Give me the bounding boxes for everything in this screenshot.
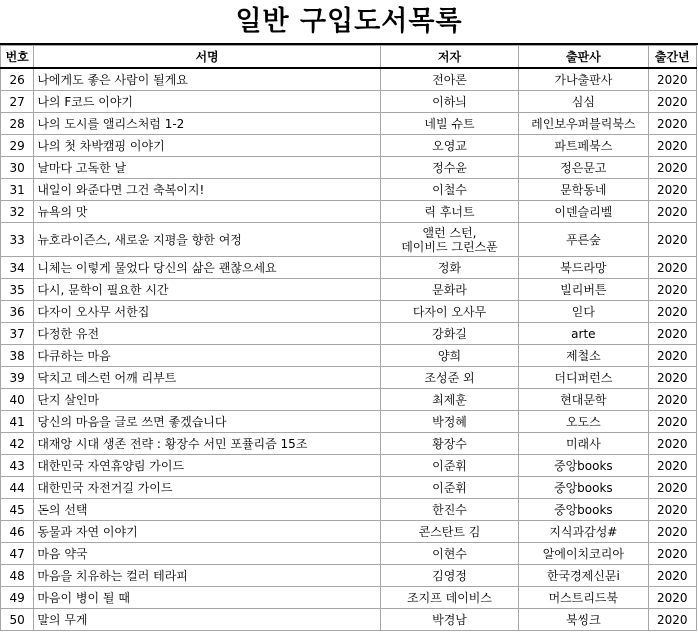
cell-number[interactable]: 39	[1, 367, 34, 389]
cell-author[interactable]: 정수윤	[380, 157, 518, 179]
cell-author[interactable]: 이준휘	[380, 477, 518, 499]
cell-author[interactable]: 조성준 외	[380, 367, 518, 389]
cell-number[interactable]: 37	[1, 323, 34, 345]
cell-book-title[interactable]: 마음 약국	[34, 543, 380, 565]
cell-number[interactable]: 46	[1, 521, 34, 543]
cell-book-title[interactable]: 뉴호라이즌스, 새로운 지평을 향한 여정	[34, 223, 380, 257]
cell-author[interactable]: 전아론	[380, 68, 518, 91]
table-row	[1, 543, 697, 565]
cell-book-title[interactable]: 당신의 마음을 글로 쓰면 좋겠습니다	[34, 411, 380, 433]
cell-year[interactable]: 2020	[648, 91, 697, 113]
cell-year[interactable]: 2020	[648, 543, 697, 565]
cell-publisher[interactable]: 더디퍼런스	[519, 367, 648, 389]
table-row	[1, 587, 697, 609]
table-row	[1, 68, 697, 91]
cell-author[interactable]: 이준휘	[380, 455, 518, 477]
table-row	[1, 179, 697, 201]
table-row	[1, 135, 697, 157]
cell-book-title[interactable]: 대한민국 자전거길 가이드	[34, 477, 380, 499]
cell-book-title[interactable]: 니체는 이렇게 물었다 당신의 삶은 괜찮으세요	[34, 257, 380, 279]
cell-publisher[interactable]: 이덴슬리벨	[519, 201, 648, 223]
cell-publisher[interactable]: 정은문고	[519, 157, 648, 179]
cell-author[interactable]: 조지프 데이비스	[380, 587, 518, 609]
table-row	[1, 345, 697, 367]
cell-year[interactable]: 2020	[648, 521, 697, 543]
cell-year[interactable]: 2020	[648, 345, 697, 367]
cell-year[interactable]: 2020	[648, 157, 697, 179]
cell-author[interactable]: 양희	[380, 345, 518, 367]
cell-author[interactable]: 앨런 스턴, 데이비드 그린스푼	[380, 223, 518, 257]
cell-book-title[interactable]: 다큐하는 마음	[34, 345, 380, 367]
table-row	[1, 455, 697, 477]
cell-publisher[interactable]: 중앙books	[519, 477, 648, 499]
cell-publisher[interactable]: 한국경제신문i	[519, 565, 648, 587]
cell-publisher[interactable]: arte	[519, 323, 648, 345]
cell-year[interactable]: 2020	[648, 135, 697, 157]
cell-author[interactable]: 릭 후너트	[380, 201, 518, 223]
table-row	[1, 323, 697, 345]
cell-publisher[interactable]: 북씽크	[519, 609, 648, 631]
cell-publisher[interactable]: 심심	[519, 91, 648, 113]
cell-year[interactable]: 2020	[648, 411, 697, 433]
cell-book-title[interactable]: 단지 살인마	[34, 389, 380, 411]
cell-book-title[interactable]: 닥치고 데스런 어깨 리부트	[34, 367, 380, 389]
header-year[interactable]: 출간년	[648, 46, 697, 69]
cell-author[interactable]: 네빌 슈트	[380, 113, 518, 135]
header-publisher[interactable]: 출판사	[519, 46, 648, 69]
cell-number[interactable]: 41	[1, 411, 34, 433]
cell-number[interactable]: 32	[1, 201, 34, 223]
cell-number[interactable]: 43	[1, 455, 34, 477]
cell-author[interactable]: 강화길	[380, 323, 518, 345]
cell-number[interactable]: 40	[1, 389, 34, 411]
cell-year[interactable]: 2020	[648, 68, 697, 91]
cell-author[interactable]: 오영교	[380, 135, 518, 157]
cell-book-title[interactable]: 나의 첫 차박캠핑 이야기	[34, 135, 380, 157]
cell-book-title[interactable]: 나에게도 좋은 사람이 될게요	[34, 68, 380, 91]
cell-publisher[interactable]: 알에이치코리아	[519, 543, 648, 565]
header-author[interactable]: 저자	[380, 46, 518, 69]
header-number[interactable]: 번호	[1, 46, 34, 69]
cell-number[interactable]: 26	[1, 68, 34, 91]
table-row	[1, 521, 697, 543]
sheet-title[interactable]: 일반 구입도서목록	[0, 0, 698, 45]
cell-book-title[interactable]: 다시, 문학이 필요한 시간	[34, 279, 380, 301]
cell-number[interactable]: 34	[1, 257, 34, 279]
cell-year[interactable]: 2020	[648, 201, 697, 223]
cell-year[interactable]: 2020	[648, 565, 697, 587]
cell-number[interactable]: 29	[1, 135, 34, 157]
cell-book-title[interactable]: 다정한 유전	[34, 323, 380, 345]
cell-author[interactable]: 이현수	[380, 543, 518, 565]
cell-publisher[interactable]: 푸른숲	[519, 223, 648, 257]
cell-book-title[interactable]: 말의 무게	[34, 609, 380, 631]
table-row	[1, 565, 697, 587]
table-row	[1, 301, 697, 323]
cell-publisher[interactable]: 북드라망	[519, 257, 648, 279]
cell-year[interactable]: 2020	[648, 389, 697, 411]
table-row	[1, 411, 697, 433]
cell-book-title[interactable]: 대재앙 시대 생존 전략 : 황장수 서민 포퓰리즘 15조	[34, 433, 380, 455]
cell-publisher[interactable]: 현대문학	[519, 389, 648, 411]
cell-year[interactable]: 2020	[648, 433, 697, 455]
header-row	[1, 46, 697, 69]
cell-publisher[interactable]: 중앙books	[519, 499, 648, 521]
cell-year[interactable]: 2020	[648, 323, 697, 345]
table-row	[1, 257, 697, 279]
cell-author[interactable]: 다자이 오사무	[380, 301, 518, 323]
table-row	[1, 91, 697, 113]
cell-number[interactable]: 44	[1, 477, 34, 499]
cell-number[interactable]: 49	[1, 587, 34, 609]
cell-publisher[interactable]: 문학동네	[519, 179, 648, 201]
table-row	[1, 433, 697, 455]
table-row	[1, 223, 697, 257]
cell-book-title[interactable]: 돈의 선택	[34, 499, 380, 521]
cell-publisher[interactable]: 빌리버튼	[519, 279, 648, 301]
table-row	[1, 279, 697, 301]
cell-number[interactable]: 31	[1, 179, 34, 201]
cell-publisher[interactable]: 제철소	[519, 345, 648, 367]
cell-number[interactable]: 36	[1, 301, 34, 323]
cell-publisher[interactable]: 파트페북스	[519, 135, 648, 157]
cell-book-title[interactable]: 나의 F코드 이야기	[34, 91, 380, 113]
cell-year[interactable]: 2020	[648, 223, 697, 257]
cell-publisher[interactable]: 읻다	[519, 301, 648, 323]
cell-publisher[interactable]: 머스트리드북	[519, 587, 648, 609]
cell-publisher[interactable]: 레인보우퍼블릭북스	[519, 113, 648, 135]
cell-publisher[interactable]: 가나출판사	[519, 68, 648, 91]
cell-year[interactable]: 2020	[648, 587, 697, 609]
header-book-title[interactable]: 서명	[34, 46, 380, 69]
cell-book-title[interactable]: 동물과 자연 이야기	[34, 521, 380, 543]
table-row	[1, 157, 697, 179]
cell-book-title[interactable]: 대한민국 자연휴양림 가이드	[34, 455, 380, 477]
cell-year[interactable]: 2020	[648, 477, 697, 499]
cell-number[interactable]: 38	[1, 345, 34, 367]
cell-book-title[interactable]: 마음을 치유하는 컬러 테라피	[34, 565, 380, 587]
cell-publisher[interactable]: 오도스	[519, 411, 648, 433]
cell-book-title[interactable]: 다자이 오사무 서한집	[34, 301, 380, 323]
cell-author[interactable]: 정화	[380, 257, 518, 279]
cell-year[interactable]: 2020	[648, 499, 697, 521]
cell-number[interactable]: 45	[1, 499, 34, 521]
cell-author[interactable]: 최제훈	[380, 389, 518, 411]
cell-author[interactable]: 이하늬	[380, 91, 518, 113]
cell-number[interactable]: 27	[1, 91, 34, 113]
cell-number[interactable]: 28	[1, 113, 34, 135]
cell-number[interactable]: 47	[1, 543, 34, 565]
cell-author[interactable]: 김영정	[380, 565, 518, 587]
cell-author[interactable]: 이철수	[380, 179, 518, 201]
book-table	[0, 45, 697, 631]
cell-author[interactable]: 문화라	[380, 279, 518, 301]
table-row	[1, 113, 697, 135]
cell-author[interactable]: 한진수	[380, 499, 518, 521]
cell-number[interactable]: 50	[1, 609, 34, 631]
cell-year[interactable]: 2020	[648, 179, 697, 201]
cell-publisher[interactable]: 중앙books	[519, 455, 648, 477]
cell-author[interactable]: 황장수	[380, 433, 518, 455]
cell-year[interactable]: 2020	[648, 609, 697, 631]
table-row	[1, 389, 697, 411]
cell-number[interactable]: 30	[1, 157, 34, 179]
table-row	[1, 477, 697, 499]
cell-year[interactable]: 2020	[648, 301, 697, 323]
cell-number[interactable]: 33	[1, 223, 34, 257]
cell-publisher[interactable]: 미래사	[519, 433, 648, 455]
table-row	[1, 367, 697, 389]
cell-book-title[interactable]: 뉴욕의 맛	[34, 201, 380, 223]
table-row	[1, 499, 697, 521]
cell-author[interactable]: 박경남	[380, 609, 518, 631]
cell-year[interactable]: 2020	[648, 113, 697, 135]
cell-book-title[interactable]: 내일이 와준다면 그건 축복이지!	[34, 179, 380, 201]
cell-book-title[interactable]: 마음이 병이 될 때	[34, 587, 380, 609]
cell-author[interactable]: 박정혜	[380, 411, 518, 433]
cell-year[interactable]: 2020	[648, 455, 697, 477]
cell-year[interactable]: 2020	[648, 367, 697, 389]
cell-book-title[interactable]: 날마다 고독한 날	[34, 157, 380, 179]
cell-book-title[interactable]: 나의 도시를 앨리스처럼 1-2	[34, 113, 380, 135]
table-row	[1, 609, 697, 631]
cell-publisher[interactable]: 지식과감성#	[519, 521, 648, 543]
cell-number[interactable]: 48	[1, 565, 34, 587]
cell-year[interactable]: 2020	[648, 257, 697, 279]
cell-number[interactable]: 42	[1, 433, 34, 455]
cell-number[interactable]: 35	[1, 279, 34, 301]
cell-year[interactable]: 2020	[648, 279, 697, 301]
table-row	[1, 201, 697, 223]
cell-author[interactable]: 콘스탄트 김	[380, 521, 518, 543]
